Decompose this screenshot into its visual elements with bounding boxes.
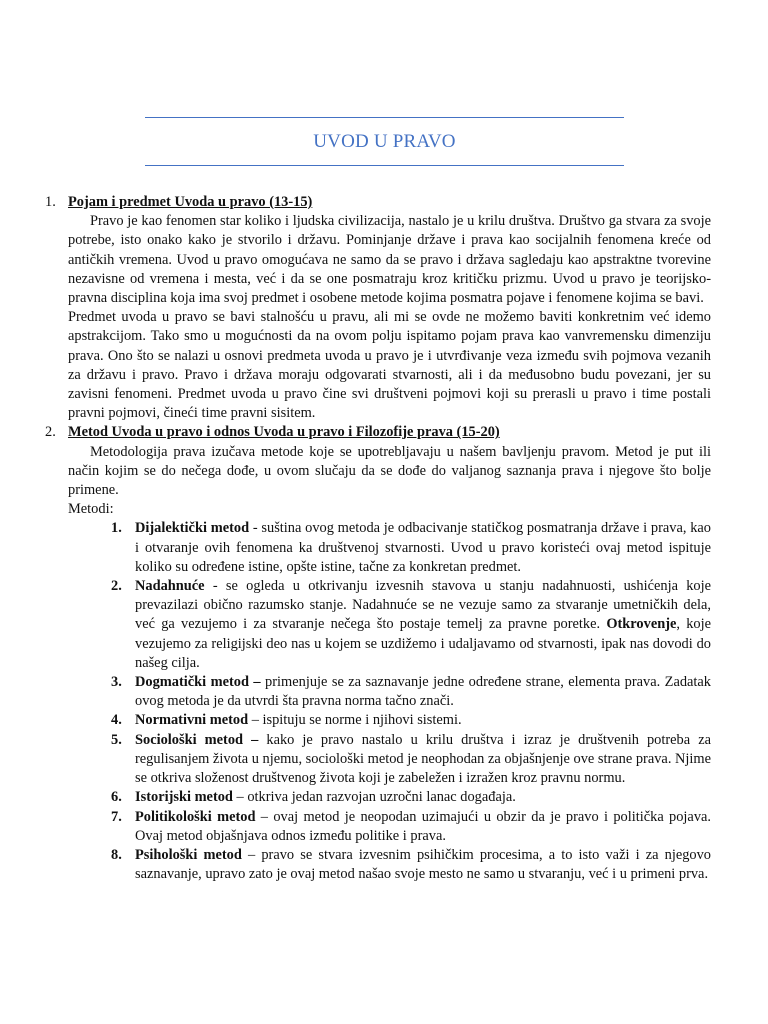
- method-description: - suština ovog metoda je odbacivanje statičkog posmatranja države i prava, kao i otvaranje ovih fenomena ka društvenoj stvarnosti. Uvod u pravo koristeći ovaj metod ispituje koliko su određene istine, opšte istine, tačne za konkretan predmet.: [135, 520, 711, 575]
- list-number: 2.: [111, 578, 122, 595]
- section-heading: Metod Uvoda u pravo i odnos Uvoda u pravo i Filozofije prava (15-20): [68, 424, 500, 441]
- method-description: – ispituju se norme i njihovi sistemi.: [248, 712, 462, 729]
- method-description: primenjuje se za saznavanje jedne određene strane, elementa prava. Zadatak ovog metoda je da utvrdi šta pravna norma tačno znači.: [135, 674, 711, 710]
- method-name: Psihološki metod: [135, 846, 242, 863]
- method-name: Politikološki metod: [135, 808, 256, 825]
- method-description: - se ogleda u otkrivanju izvesnih stavova u stanju nadahnuosti, ushićenja koje prevazilazi obično razumsko stanje. Nadahnuće se ne vezuje samo za stvaranje umetničkih dela, već ga vezujemo i za stvaranje nečega što postaje temelj za pravne poretke.: [135, 578, 711, 633]
- method-name: Dogmatički metod –: [135, 674, 261, 691]
- list-number: 1.: [111, 520, 122, 537]
- list-number: 5.: [111, 731, 122, 748]
- section-number: 2.: [45, 424, 56, 441]
- paragraph: Metodologija prava izučava metode koje se upotrebljavaju u našem bavljenju pravom. Metod je put ili način kojim se do nečega dođe, u ovom slučaju da se dođe do valjanog saznanja prava i njegove što bolje primene.: [68, 443, 711, 499]
- list-number: 6.: [111, 789, 122, 806]
- list-item: [111, 711, 711, 730]
- section-heading: Pojam i predmet Uvoda u pravo (13-15): [68, 194, 313, 210]
- list-item: [111, 577, 711, 673]
- list-number: 3.: [111, 674, 122, 691]
- method-description: – otkriva jedan razvojan uzročni lanac događaja.: [232, 789, 516, 806]
- list-number: 7.: [111, 808, 122, 825]
- method-name: Sociološki metod –: [135, 731, 259, 748]
- list-item: [111, 788, 711, 807]
- title-rule-top: [145, 117, 624, 118]
- section-2: [45, 423, 711, 884]
- page-title: UVOD U PRAVO: [313, 131, 456, 152]
- method-description: – pravo se stvara izvesnim psihičkim procesima, a to isto važi i za njegovo saznavanje, upravo zato je ovaj metod našao svoje mesto ne samo u stvaranju, već i u primeni prva.: [135, 846, 711, 883]
- methods-label: Metodi:: [68, 501, 114, 518]
- section-number: 1.: [45, 194, 56, 210]
- method-description: kako je pravo nastalo u krilu društva i izraz je društvenih potreba za regulisanjem života u njemu, sociološki metod je neophodan za objašnjenje ove strane prava. Njime se otkriva složenost društvenog života koji je zabeležen i izražen kroz pravnu normu.: [135, 731, 711, 787]
- paragraph: Pravo je kao fenomen star koliko i ljudska civilizacija, nastalo je u krilu društva. Društvo ga stvara za svoje potrebe, isto onako kako je stvorilo i državu. Pominjanje države i prava kao socijalnih fenomena kreće od antičkih vremena. Uvod u pravo omogućava ne samo da se pravo i država sagledaju kao apstraktne tvorevine nezavisne od vremena i mesta, već i da se one posmatraju kroz kritičku prizmu. Uvod u pravo je teorijsko-pravna disciplina koja ima svoj predmet i osobene metode kojima posmatra pojave i fenomene kojima se bavi.: [68, 213, 711, 307]
- paragraph: Predmet uvoda u pravo se bavi stalnošću u pravu, ali mi se ovde ne možemo baviti konkretnim već idemo apstrakcijom. Tako smo u mogućnosti da na ovom polju ispitamo pojam prava kao vanvremensku dimenziju prava. Ono što se nalazi u osnovi predmeta uvoda u pravo je i utvrđivanje veza između svih pojmova vezanih za državu i pravo. Pravo i država moraju odgovarati stvarnosti, ali i da međusobno budu povezani, jer su zavisni fenomeni. Predmet uvoda u pravo čine svi društveni pojmovi koji su prerasli u pravo i time postali pravni pojmovi, čineći time pravni sisitem.: [68, 309, 711, 422]
- list-item: [111, 808, 711, 846]
- list-item: [111, 519, 711, 577]
- method-name: Istorijski metod: [135, 789, 233, 806]
- method-name: Nadahnuće: [135, 578, 205, 595]
- list-item: [111, 673, 711, 711]
- method-name-secondary: Otkrovenje: [606, 616, 677, 633]
- methods-list: [68, 519, 711, 884]
- list-item: [111, 846, 711, 884]
- list-number: 4.: [111, 712, 122, 729]
- section-1: [45, 193, 711, 423]
- method-name: Normativni metod: [135, 712, 249, 729]
- list-item: [111, 731, 711, 789]
- method-description: – ovaj metod je neopodan uzimajući u obzir da je pravo i politička pojava. Ovaj metod objašnjava odnos između politike i prava.: [135, 808, 711, 844]
- method-description-secondary: , koje vezujemo za religijski deo nas u kojem se uzdižemo i udaljavamo od stvarnosti, ipak nas dovodi do našeg cilja.: [135, 616, 711, 671]
- list-number: 8.: [111, 846, 122, 863]
- document-body: [45, 193, 711, 884]
- method-name: Dijalektički metod: [135, 520, 250, 537]
- title-rule-bottom: [145, 165, 624, 166]
